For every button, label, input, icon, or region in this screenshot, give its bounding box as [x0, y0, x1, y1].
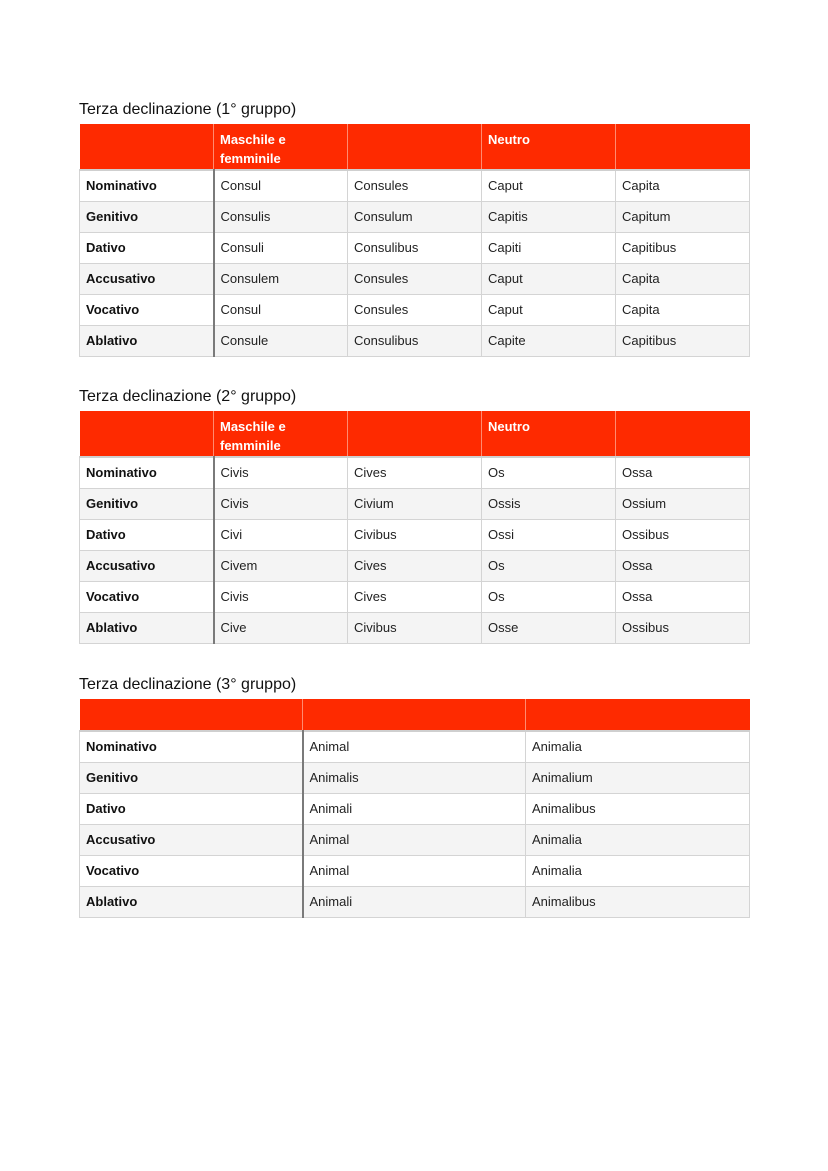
header-cell [348, 411, 482, 457]
table-cell: Animali [303, 886, 526, 917]
table-cell: Os [482, 581, 616, 612]
table-cell: Animalia [526, 824, 750, 855]
table-cell: Consules [348, 294, 482, 325]
table-cell: Consul [214, 170, 348, 201]
table-cell: Consule [214, 325, 348, 356]
header-cell: Neutro [482, 411, 616, 457]
table-cell: Os [482, 550, 616, 581]
table-cell: Capita [616, 170, 750, 201]
declension-table-group-3 [79, 699, 750, 918]
header-cell [80, 699, 303, 731]
table-row [80, 581, 750, 612]
table-row [80, 612, 750, 643]
table-cell: Capitibus [616, 232, 750, 263]
header-cell [80, 124, 214, 170]
table-cell: Civibus [348, 519, 482, 550]
table-row [80, 793, 750, 824]
table-cell: Caput [482, 170, 616, 201]
table-cell: Consulem [214, 263, 348, 294]
table-cell: Cives [348, 581, 482, 612]
table-section-group-2 [79, 387, 749, 644]
table-row [80, 457, 750, 488]
table-cell: Consul [214, 294, 348, 325]
table-cell: Capitibus [616, 325, 750, 356]
table-cell: Ossium [616, 488, 750, 519]
table-cell: Animalibus [526, 886, 750, 917]
table-cell: Cives [348, 457, 482, 488]
header-cell [80, 411, 214, 457]
section-title: Terza declinazione (2° gruppo) [79, 388, 297, 405]
table-cell: Capita [616, 263, 750, 294]
table-header-row [80, 411, 750, 457]
table-cell: Animal [303, 824, 526, 855]
table-row [80, 886, 750, 917]
table-row [80, 762, 750, 793]
table-cell: Capiti [482, 232, 616, 263]
table-cell: Cive [214, 612, 348, 643]
table-cell: Animalibus [526, 793, 750, 824]
table-cell: Consulibus [348, 232, 482, 263]
table-cell: Ossibus [616, 519, 750, 550]
table-cell: Os [482, 457, 616, 488]
table-header-row [80, 124, 750, 170]
case-label: Nominativo [80, 170, 214, 201]
table-cell: Civis [214, 488, 348, 519]
table-cell: Capitis [482, 201, 616, 232]
table-cell: Consulibus [348, 325, 482, 356]
table-cell: Consules [348, 263, 482, 294]
case-label: Genitivo [80, 488, 214, 519]
header-cell: Maschile e femminile [214, 124, 348, 170]
header-cell [616, 124, 750, 170]
case-label: Nominativo [80, 731, 303, 762]
table-cell: Consulis [214, 201, 348, 232]
table-cell: Ossa [616, 457, 750, 488]
case-label: Genitivo [80, 201, 214, 232]
section-title: Terza declinazione (3° gruppo) [79, 676, 297, 693]
table-cell: Civem [214, 550, 348, 581]
case-label: Genitivo [80, 762, 303, 793]
table-cell: Civium [348, 488, 482, 519]
table-cell: Ossibus [616, 612, 750, 643]
table-cell: Civis [214, 457, 348, 488]
table-cell: Capite [482, 325, 616, 356]
table-cell: Animalia [526, 731, 750, 762]
table-cell: Caput [482, 294, 616, 325]
table-row [80, 855, 750, 886]
table-section-group-3 [79, 675, 749, 918]
table-cell: Animal [303, 855, 526, 886]
section-title: Terza declinazione (1° gruppo) [79, 101, 297, 118]
table-cell: Civi [214, 519, 348, 550]
table-cell: Animali [303, 793, 526, 824]
declension-table-group-1 [79, 124, 750, 357]
declension-table-group-2 [79, 411, 750, 644]
table-cell: Osse [482, 612, 616, 643]
case-label: Nominativo [80, 457, 214, 488]
table-cell: Animal [303, 731, 526, 762]
case-label: Dativo [80, 519, 214, 550]
case-label: Accusativo [80, 824, 303, 855]
table-cell: Caput [482, 263, 616, 294]
table-cell: Consules [348, 170, 482, 201]
table-cell: Civibus [348, 612, 482, 643]
case-label: Vocativo [80, 581, 214, 612]
table-cell: Ossa [616, 550, 750, 581]
case-label: Dativo [80, 232, 214, 263]
table-cell: Ossa [616, 581, 750, 612]
table-cell: Consuli [214, 232, 348, 263]
header-cell [303, 699, 526, 731]
case-label: Accusativo [80, 550, 214, 581]
table-row [80, 488, 750, 519]
case-label: Vocativo [80, 855, 303, 886]
case-label: Ablativo [80, 886, 303, 917]
table-row [80, 232, 750, 263]
table-row [80, 519, 750, 550]
table-row [80, 201, 750, 232]
table-row [80, 170, 750, 201]
case-label: Dativo [80, 793, 303, 824]
table-row [80, 550, 750, 581]
header-cell [526, 699, 750, 731]
case-label: Ablativo [80, 325, 214, 356]
header-cell: Neutro [482, 124, 616, 170]
table-row [80, 824, 750, 855]
table-row [80, 263, 750, 294]
table-header-row [80, 699, 750, 731]
table-cell: Consulum [348, 201, 482, 232]
case-label: Ablativo [80, 612, 214, 643]
table-cell: Capitum [616, 201, 750, 232]
header-cell [616, 411, 750, 457]
table-cell: Civis [214, 581, 348, 612]
table-row [80, 731, 750, 762]
case-label: Vocativo [80, 294, 214, 325]
table-cell: Cives [348, 550, 482, 581]
case-label: Accusativo [80, 263, 214, 294]
table-cell: Animalium [526, 762, 750, 793]
table-row [80, 325, 750, 356]
table-cell: Animalis [303, 762, 526, 793]
table-cell: Capita [616, 294, 750, 325]
header-cell [348, 124, 482, 170]
table-cell: Animalia [526, 855, 750, 886]
table-cell: Ossis [482, 488, 616, 519]
table-section-group-1 [79, 100, 749, 357]
table-cell: Ossi [482, 519, 616, 550]
header-cell: Maschile e femminile [214, 411, 348, 457]
table-row [80, 294, 750, 325]
